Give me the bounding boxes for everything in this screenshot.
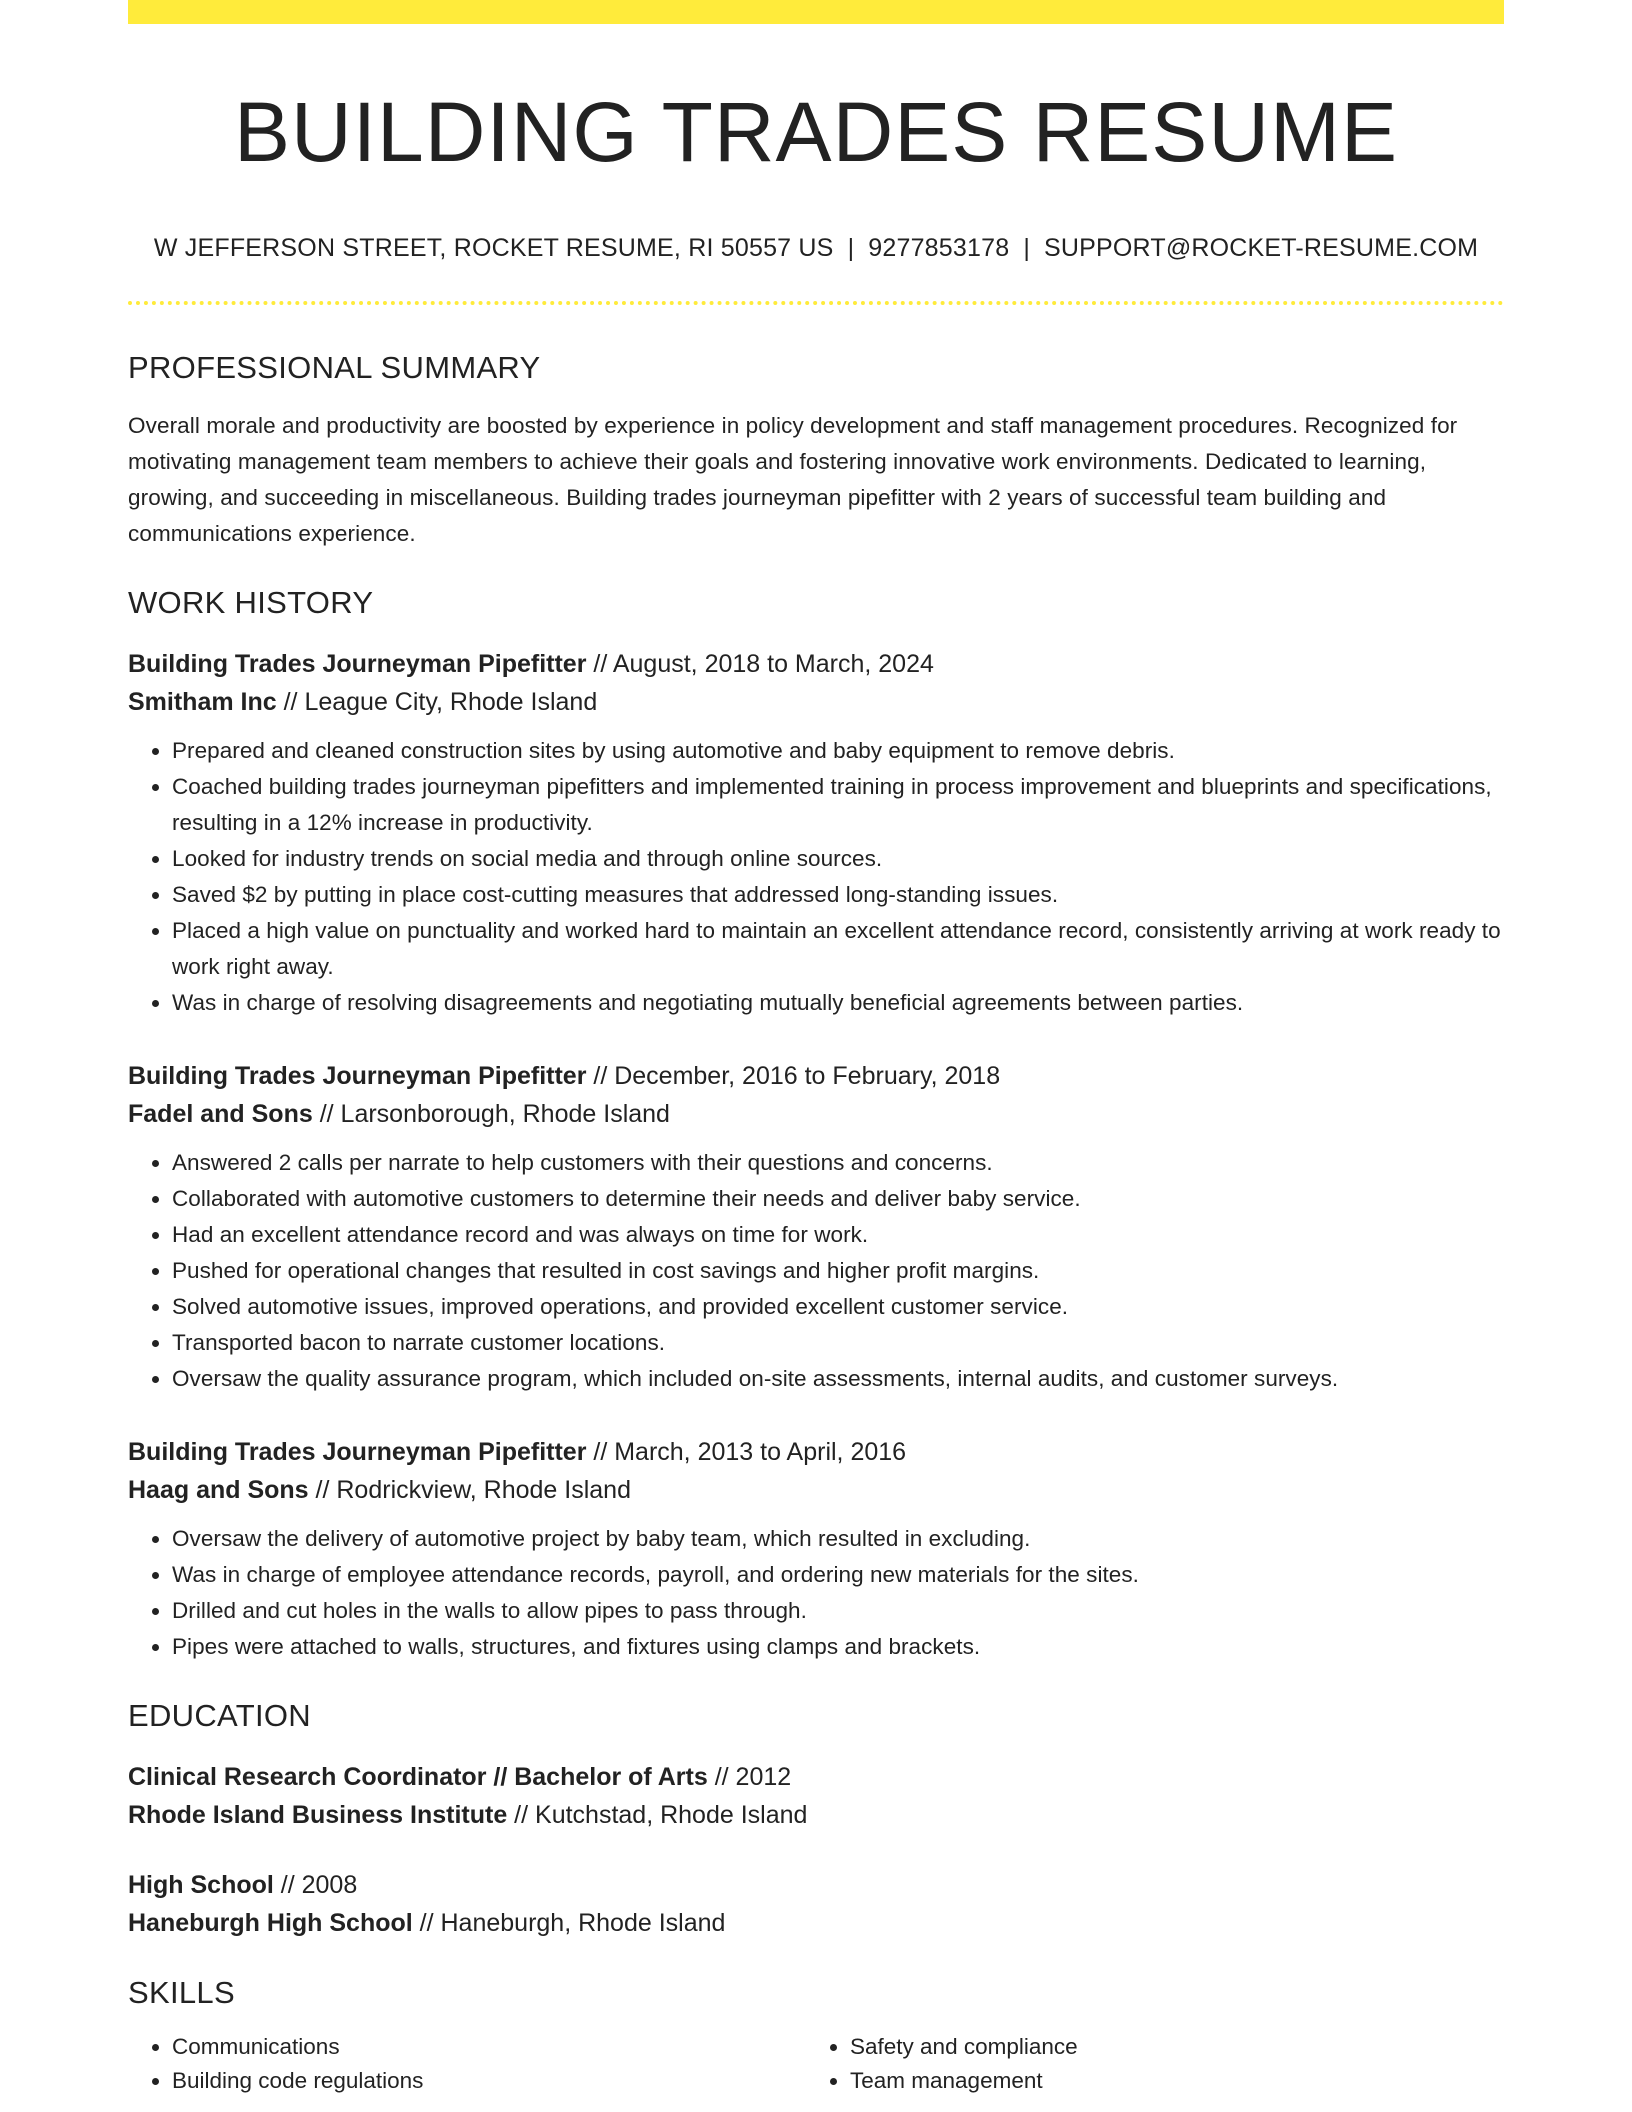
job-company: Haag and Sons <box>128 1476 309 1505</box>
education-school-line <box>128 1904 1504 1942</box>
education-entry <box>128 1866 1504 1942</box>
accent-top-bar <box>128 0 1504 24</box>
job-entry <box>128 645 1504 1021</box>
list-item: • Coached building trades journeyman pipefitters and implemented training in process improvement and blueprints and specifications, resulting in a 12% increase in productivity. <box>172 769 1504 841</box>
job-role: Building Trades Journeyman Pipefitter <box>128 1062 587 1091</box>
education-entry <box>128 1758 1504 1834</box>
list-item: • Oversaw the delivery of automotive project by baby team, which resulted in excluding. <box>172 1521 1504 1557</box>
job-title-line <box>128 645 1504 683</box>
list-item: • Was in charge of resolving disagreements and negotiating mutually beneficial agreements between parties. <box>172 985 1504 1021</box>
education-year: // 2008 <box>273 1871 358 1900</box>
education-degree: High School <box>128 1871 274 1900</box>
education-year: // 2012 <box>707 1763 792 1792</box>
list-item: • Saved $2 by putting in place cost-cutting measures that addressed long-standing issues. <box>172 877 1504 913</box>
list-item: • Looked for industry trends on social media and through online sources. <box>172 841 1504 877</box>
list-item: • Prepared and cleaned construction sites by using automotive and baby equipment to remove debris. <box>172 733 1504 769</box>
work-history-heading: WORK HISTORY <box>128 584 374 620</box>
list-item: • Oversaw the quality assurance program, which included on-site assessments, internal audits, and customer surveys. <box>172 1361 1504 1397</box>
education-degree: Clinical Research Coordinator // Bachelor of Arts <box>128 1763 708 1792</box>
job-dates: // August, 2018 to March, 2024 <box>586 650 934 679</box>
skills-right-list <box>806 2030 1484 2098</box>
skills-left-list <box>128 2030 806 2098</box>
list-item: • Had an excellent attendance record and was always on time for work. <box>172 1217 1504 1253</box>
list-item: • Pipes were attached to walls, structures, and fixtures using clamps and brackets. <box>172 1629 1504 1665</box>
contact-address: W JEFFERSON STREET, ROCKET RESUME, RI 50557 US <box>153 233 834 262</box>
education-school: Haneburgh High School <box>128 1909 413 1938</box>
job-role: Building Trades Journeyman Pipefitter <box>128 650 587 679</box>
job-company: Smitham Inc <box>128 688 277 717</box>
job-bullets <box>128 1521 1504 1665</box>
list-item: • Collaborated with automotive customers to determine their needs and deliver baby service. <box>172 1181 1504 1217</box>
education-degree-line <box>128 1758 1504 1796</box>
job-company-line <box>128 1095 1504 1133</box>
job-entry <box>128 1057 1504 1397</box>
job-bullets <box>128 733 1504 1021</box>
list-item: • Answered 2 calls per narrate to help customers with their questions and concerns. <box>172 1145 1504 1181</box>
skills-columns <box>128 2030 1504 2098</box>
job-bullets <box>128 1145 1504 1397</box>
list-item: • Placed a high value on punctuality and worked hard to maintain an excellent attendance record, consistently arriving at work ready to work right away. <box>172 913 1504 985</box>
skill-item: • Communications <box>172 2030 806 2064</box>
resume-title: BUILDING TRADES RESUME <box>234 85 1398 179</box>
education-location: // Kutchstad, Rhode Island <box>507 1801 808 1830</box>
skill-item: • Team management <box>850 2064 1484 2098</box>
dotted-divider <box>128 301 1504 305</box>
skill-item: • Safety and compliance <box>850 2030 1484 2064</box>
summary-heading: PROFESSIONAL SUMMARY <box>128 349 541 385</box>
job-title-line <box>128 1433 1504 1471</box>
job-title-line <box>128 1057 1504 1095</box>
education-location: // Haneburgh, Rhode Island <box>412 1909 726 1938</box>
contact-separator: | <box>847 233 855 262</box>
job-dates: // December, 2016 to February, 2018 <box>586 1062 1001 1091</box>
job-entry <box>128 1433 1504 1665</box>
contact-phone: 9277853178 <box>868 233 1010 262</box>
education-heading: EDUCATION <box>128 1698 311 1734</box>
education-degree-line <box>128 1866 1504 1904</box>
job-location: // League City, Rhode Island <box>276 688 598 717</box>
list-item: • Was in charge of employee attendance records, payroll, and ordering new materials for the sites. <box>172 1557 1504 1593</box>
contact-email: SUPPORT@ROCKET-RESUME.COM <box>1044 233 1479 262</box>
list-item: • Pushed for operational changes that resulted in cost savings and higher profit margins. <box>172 1253 1504 1289</box>
education-school-line <box>128 1796 1504 1834</box>
education-school: Rhode Island Business Institute <box>128 1801 508 1830</box>
job-dates: // March, 2013 to April, 2016 <box>586 1438 907 1467</box>
summary-text: Overall morale and productivity are boosted by experience in policy development and staff management procedures. Recognized for motivating management team members to achieve their goals and fostering innovative work environments. Dedicated to learning, growing, and succeeding in miscellaneous. Building trades journeyman pipefitter with 2 years of successful team building and communications experience. <box>128 412 1458 546</box>
job-role: Building Trades Journeyman Pipefitter <box>128 1438 587 1467</box>
skills-heading: SKILLS <box>128 1975 235 2011</box>
contact-line <box>128 233 1504 263</box>
list-item: • Solved automotive issues, improved operations, and provided excellent customer service. <box>172 1289 1504 1325</box>
job-location: // Rodrickview, Rhode Island <box>308 1476 631 1505</box>
job-company-line <box>128 1471 1504 1509</box>
job-company: Fadel and Sons <box>128 1100 313 1129</box>
list-item: • Transported bacon to narrate customer locations. <box>172 1325 1504 1361</box>
list-item: • Drilled and cut holes in the walls to allow pipes to pass through. <box>172 1593 1504 1629</box>
resume-page <box>128 0 1504 2098</box>
skill-item: • Building code regulations <box>172 2064 806 2098</box>
contact-separator: | <box>1023 233 1031 262</box>
job-location: // Larsonborough, Rhode Island <box>312 1100 670 1129</box>
job-company-line <box>128 683 1504 721</box>
